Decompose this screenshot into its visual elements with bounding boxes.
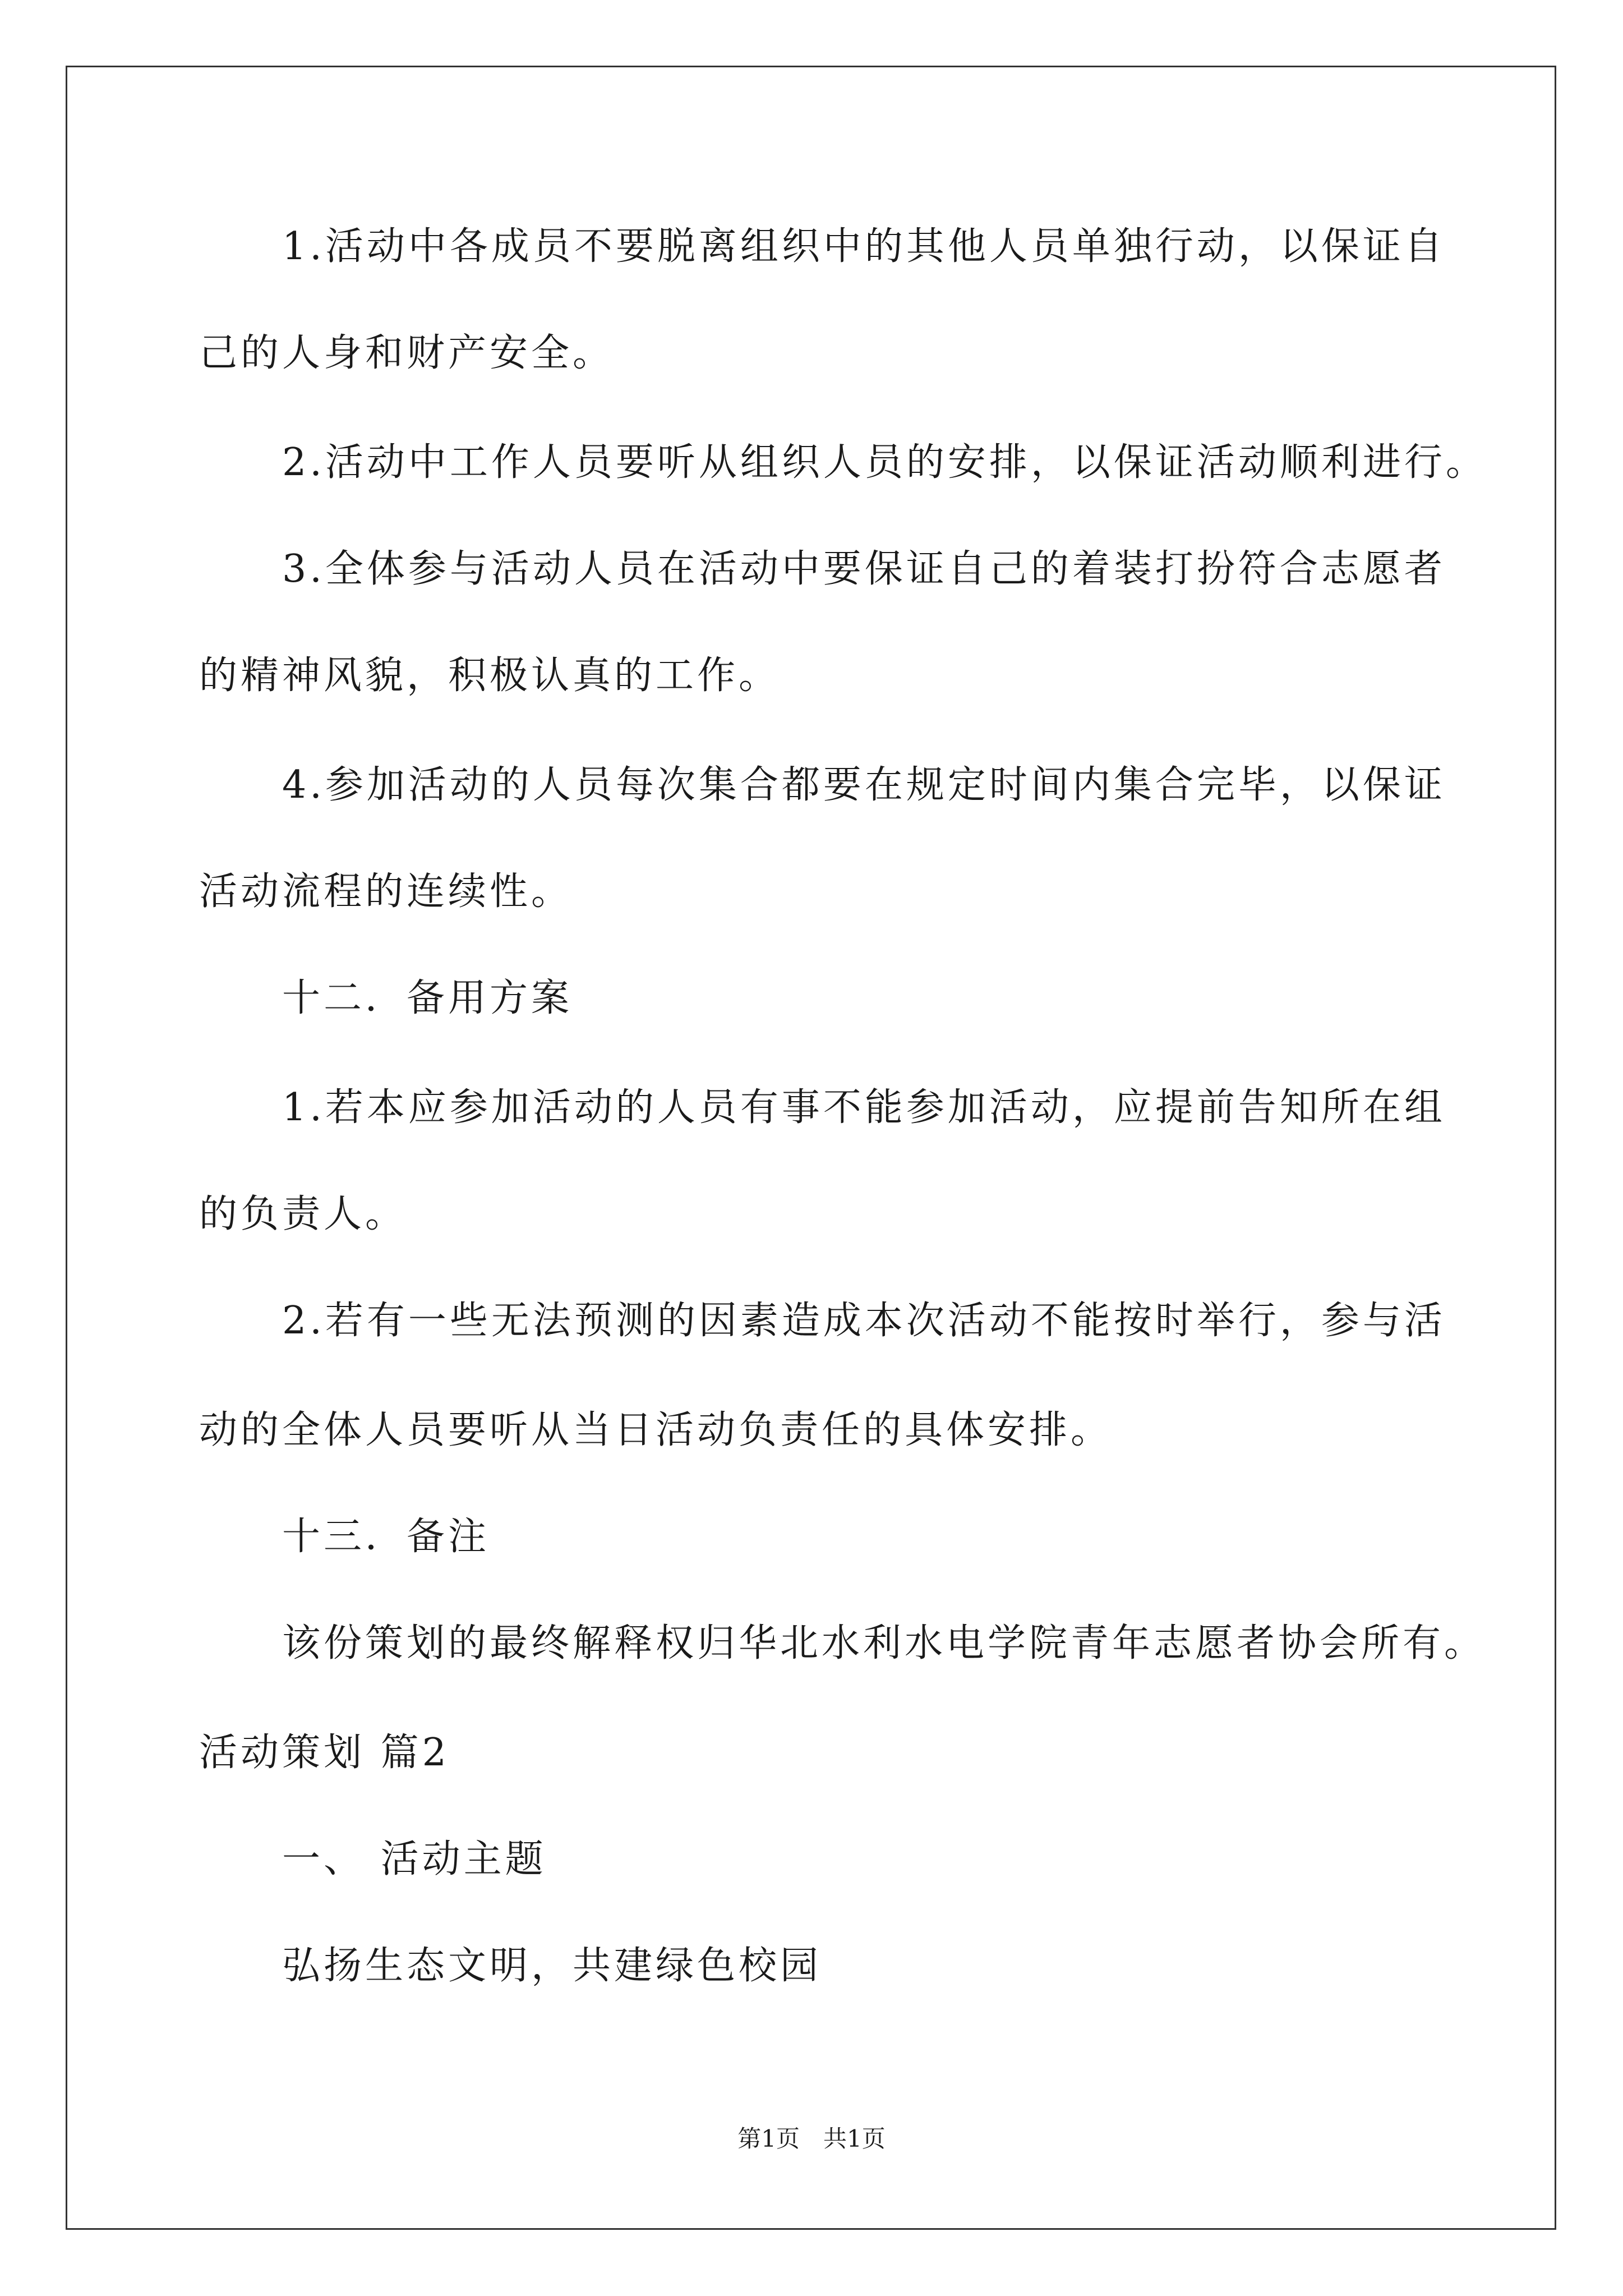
article-heading: 活动策划 篇2 [199,1731,450,1775]
section-heading: 十三．备注 [282,1515,490,1559]
paragraph-line: 2.活动中工作人员要听从组织人员的安排，以保证活动顺利进行。 [282,440,1487,485]
paragraph-line: 的精神风貌，积极认真的工作。 [199,654,781,698]
paragraph-line: 的负责人。 [199,1192,407,1236]
paragraph-line: 4.参加活动的人员每次集合都要在规定时间内集合完毕，以保证 [282,763,1446,807]
paragraph-line: 3.全体参与活动人员在活动中要保证自己的着装打扮符合志愿者 [282,547,1446,591]
paragraph-line: 活动流程的连续性。 [199,869,573,914]
paragraph-line: 该份策划的最终解释权归华北水利水电学院青年志愿者协会所有。 [282,1621,1486,1665]
section-heading: 一、 活动主题 [282,1837,547,1881]
page-footer: 第1页 共1页 [737,2125,886,2152]
paragraph-line: 动的全体人员要听从当日活动负责任的具体安排。 [199,1408,1113,1452]
paragraph-line: 弘扬生态文明，共建绿色校园 [282,1944,822,1988]
paragraph-line: 1.若本应参加活动的人员有事不能参加活动，应提前告知所在组 [282,1085,1446,1130]
paragraph-line: 2.若有一些无法预测的因素造成本次活动不能按时举行，参与活 [282,1299,1446,1343]
paragraph-line: 1.活动中各成员不要脱离组织中的其他人员单独行动，以保证自 [282,224,1446,269]
paragraph-line: 己的人身和财产安全。 [199,331,615,375]
page-border [66,66,1556,2230]
section-heading: 十二．备用方案 [282,976,573,1020]
